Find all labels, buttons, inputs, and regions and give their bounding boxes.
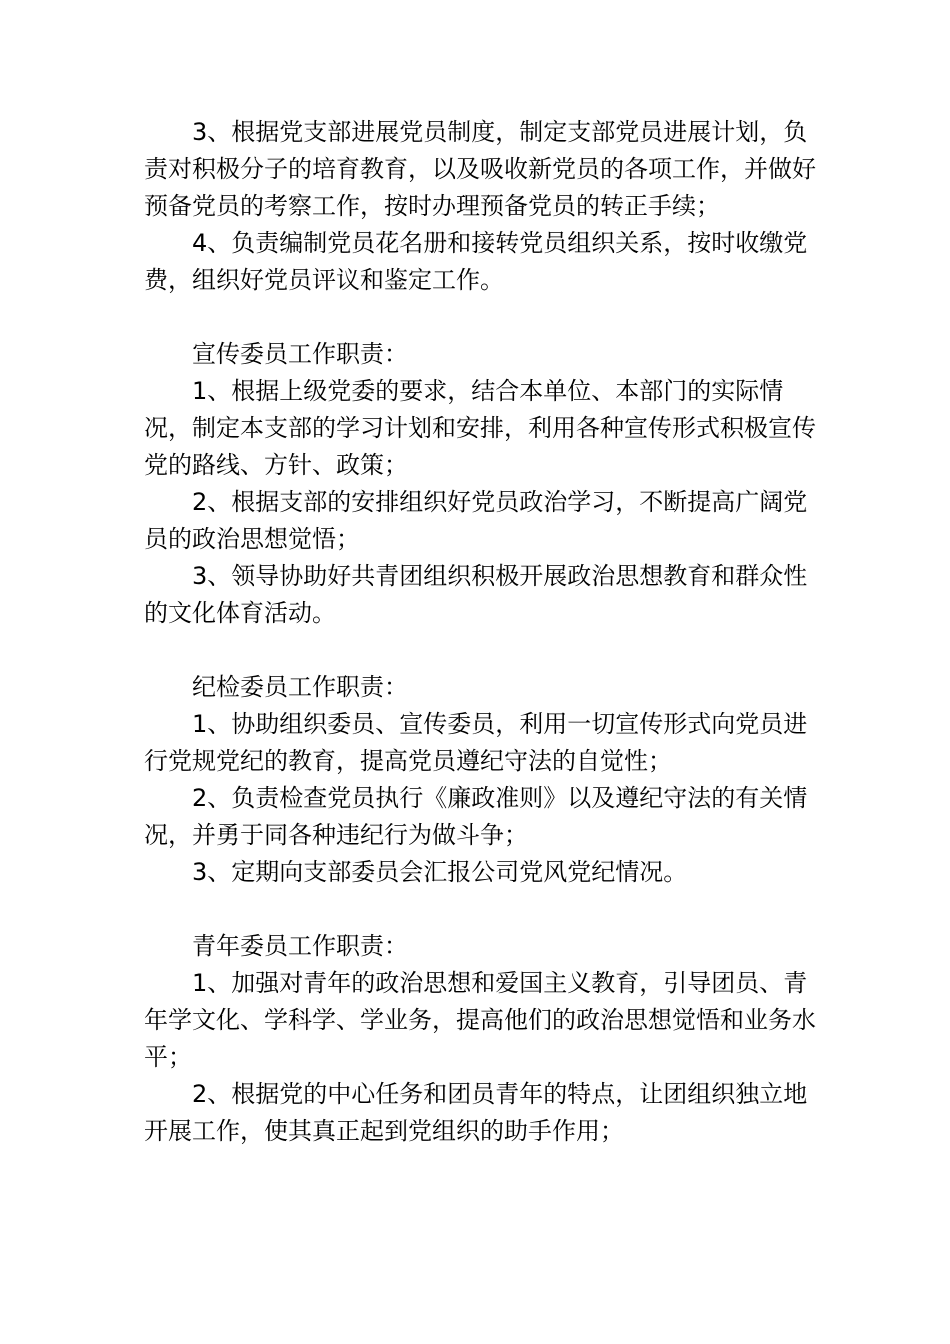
heading-youth-duties: 青年委员工作职责： [192,932,408,960]
paragraph-discipline-3: 3、定期向支部委员会汇报公司党风党纪情况。 [192,858,688,886]
paragraph-youth-1: 1、加强对青年的政治思想和爱国主义教育，引导团员、青年学文化、学科学、学业务，提高他们的政治思想觉悟和业务水平； [144,969,816,1071]
paragraph-propaganda-2: 2、根据支部的安排组织好党员政治学习，不断提高广阔党员的政治思想觉悟； [144,488,808,553]
section-gap [144,632,816,669]
paragraph-youth-2: 2、根据党的中心任务和团员青年的特点，让团组织独立地开展工作，使其真正起到党组织的助手作用； [144,1080,808,1145]
paragraph-propaganda-1: 1、根据上级党委的要求，结合本单位、本部门的实际情况，制定本支部的学习计划和安排，利用各种宣传形式积极宣传党的路线、方针、政策； [144,377,816,479]
paragraph-discipline-2: 2、负责检查党员执行《廉政准则》以及遵纪守法的有关情况，并勇于同各种违纪行为做斗争； [144,784,808,849]
paragraph-discipline-1: 1、协助组织委员、宣传委员，利用一切宣传形式向党员进行党规党纪的教育，提高党员遵纪守法的自觉性； [144,710,808,775]
paragraph-propaganda-3: 3、领导协助好共青团组织积极开展政治思想教育和群众性的文化体育活动。 [144,562,808,627]
paragraph-org-4: 4、负责编制党员花名册和接转党员组织关系，按时收缴党费，组织好党员评议和鉴定工作。 [144,229,808,294]
heading-discipline-duties: 纪检委员工作职责： [192,673,408,701]
document-page [144,114,816,1150]
heading-propaganda-duties: 宣传委员工作职责： [192,340,408,368]
section-gap [144,891,816,928]
section-gap [144,299,816,336]
paragraph-org-3: 3、根据党支部进展党员制度，制定支部党员进展计划，负责对积极分子的培育教育，以及吸收新党员的各项工作，并做好预备党员的考察工作，按时办理预备党员的转正手续； [144,118,816,220]
